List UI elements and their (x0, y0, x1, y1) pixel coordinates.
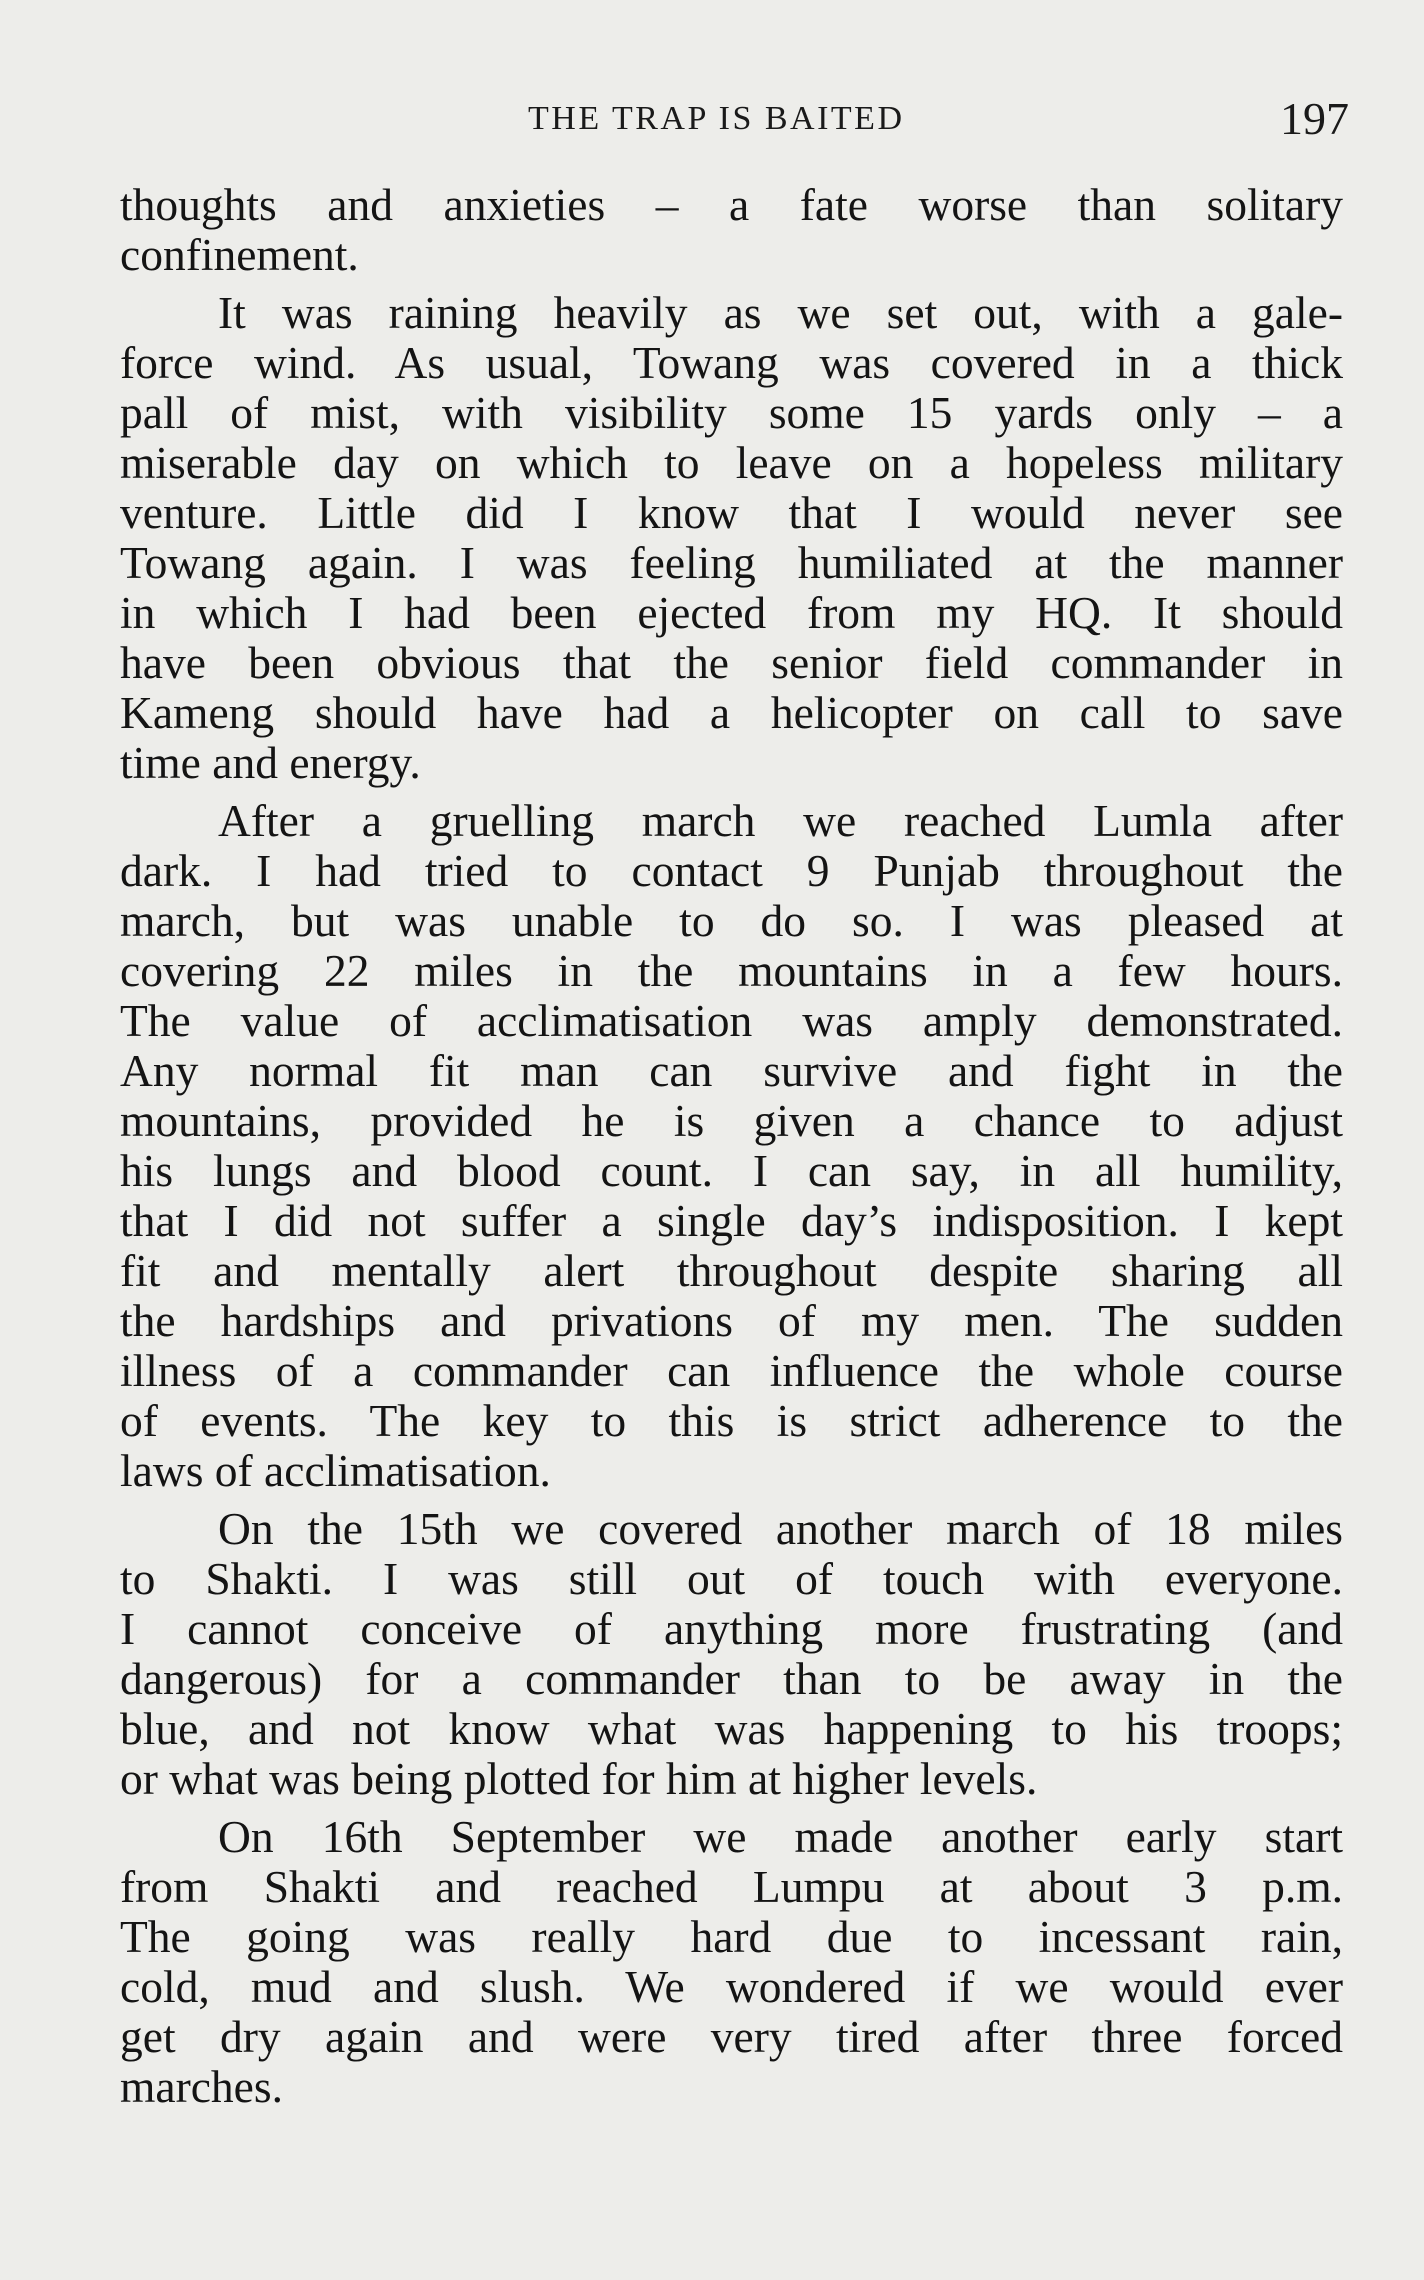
text-line: in which I had been ejected from my HQ. It should (120, 587, 1343, 638)
text-line: It was raining heavily as we set out, with a gale- (218, 287, 1343, 338)
text-line: cold, mud and slush. We wondered if we would ever (120, 1961, 1343, 2012)
text-line: miserable day on which to leave on a hopeless military (120, 437, 1343, 488)
text-line: or what was being plotted for him at higher levels. (120, 1753, 1038, 1804)
text-line: dark. I had tried to contact 9 Punjab throughout the (120, 845, 1343, 896)
text-line: Any normal fit man can survive and fight in the (120, 1045, 1343, 1096)
text-line: fit and mentally alert throughout despite sharing all (120, 1245, 1343, 1296)
body-text (120, 180, 1343, 2112)
text-line: have been obvious that the senior field commander in (120, 637, 1343, 688)
text-line: I cannot conceive of anything more frustrating (and (120, 1603, 1343, 1654)
text-line: get dry again and were very tired after three forced (120, 2011, 1343, 2062)
text-line: The going was really hard due to incessant rain, (120, 1911, 1343, 1962)
text-line: force wind. As usual, Towang was covered in a thick (120, 337, 1343, 388)
text-line: confinement. (120, 229, 359, 280)
paragraph (120, 288, 1343, 788)
text-line: Towang again. I was feeling humiliated at the manner (120, 537, 1343, 588)
text-line: illness of a commander can influence the whole course (120, 1345, 1343, 1396)
text-line: pall of mist, with visibility some 15 yards only – a (120, 387, 1343, 438)
text-line: marches. (120, 2061, 283, 2112)
running-head (0, 92, 1424, 152)
paragraph (120, 180, 1343, 280)
text-line: After a gruelling march we reached Lumla after (218, 795, 1343, 846)
paragraph (120, 1504, 1343, 1804)
text-line: time and energy. (120, 737, 421, 788)
text-line: mountains, provided he is given a chance to adjust (120, 1095, 1343, 1146)
chapter-title: THE TRAP IS BAITED (528, 100, 905, 137)
text-line: covering 22 miles in the mountains in a few hours. (120, 945, 1343, 996)
text-line: On 16th September we made another early start (218, 1811, 1343, 1862)
text-line: On the 15th we covered another march of 18 miles (218, 1503, 1343, 1554)
text-line: march, but was unable to do so. I was pleased at (120, 895, 1343, 946)
text-line: his lungs and blood count. I can say, in all humility, (120, 1145, 1343, 1196)
text-line: The value of acclimatisation was amply demonstrated. (120, 995, 1343, 1046)
text-line: from Shakti and reached Lumpu at about 3 p.m. (120, 1861, 1343, 1912)
text-line: that I did not suffer a single day’s indisposition. I kept (120, 1195, 1343, 1246)
text-line: of events. The key to this is strict adherence to the (120, 1395, 1343, 1446)
text-line: to Shakti. I was still out of touch with everyone. (120, 1553, 1343, 1604)
text-line: thoughts and anxieties – a fate worse than solitary (120, 179, 1343, 230)
text-line: the hardships and privations of my men. The sudden (120, 1295, 1343, 1346)
paragraph (120, 796, 1343, 1496)
text-line: dangerous) for a commander than to be away in the (120, 1653, 1343, 1704)
text-line: laws of acclimatisation. (120, 1445, 551, 1496)
text-line: Kameng should have had a helicopter on call to save (120, 687, 1343, 738)
paragraph (120, 1812, 1343, 2112)
text-line: blue, and not know what was happening to his troops; (120, 1703, 1343, 1754)
text-line: venture. Little did I know that I would never see (120, 487, 1343, 538)
page-number: 197 (1280, 93, 1349, 144)
